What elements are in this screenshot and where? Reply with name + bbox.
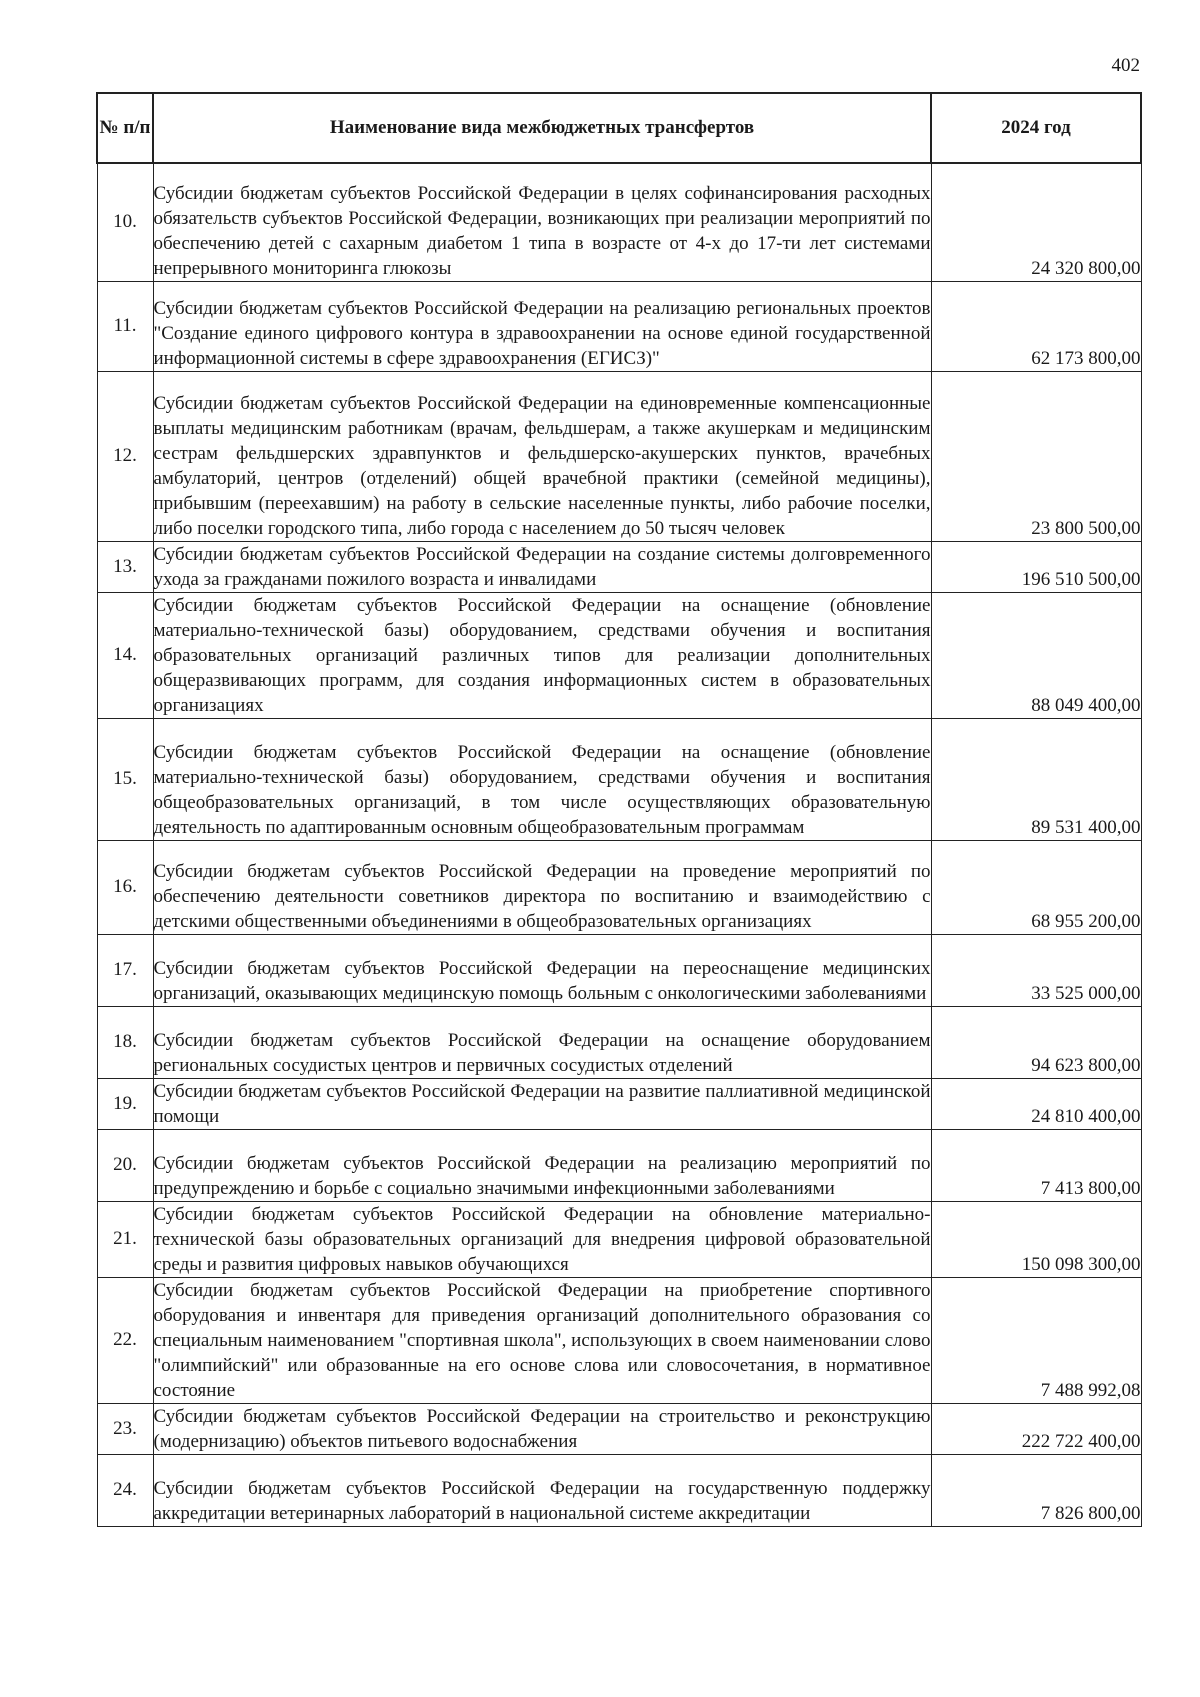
amount-2024: 7 826 800,00 — [931, 1454, 1141, 1526]
table-row — [97, 1078, 1141, 1129]
amount-2024: 62 173 800,00 — [931, 281, 1141, 371]
row-number: 15. — [97, 718, 153, 840]
amount-2024: 24 320 800,00 — [931, 163, 1141, 281]
table-row — [97, 371, 1141, 541]
transfer-name: Субсидии бюджетам субъектов Российской Федерации на создание системы долговременного ухода за гражданами пожилого возраста и инвалидами — [153, 541, 931, 592]
row-number: 11. — [97, 281, 153, 371]
amount-2024: 89 531 400,00 — [931, 718, 1141, 840]
row-number: 22. — [97, 1277, 153, 1403]
table-row — [97, 1277, 1141, 1403]
header-transfer-name: Наименование вида межбюджетных трансфертов — [153, 93, 931, 163]
amount-2024: 196 510 500,00 — [931, 541, 1141, 592]
transfer-name: Субсидии бюджетам субъектов Российской Федерации на реализацию региональных проектов "Создание единого цифрового контура в здравоохранении на основе единой государственной информационной системы в сфере здравоохранения (ЕГИСЗ)" — [153, 281, 931, 371]
transfer-name: Субсидии бюджетам субъектов Российской Федерации на оснащение оборудованием региональных сосудистых центров и первичных сосудистых отделений — [153, 1006, 931, 1078]
header-year-2024: 2024 год — [931, 93, 1141, 163]
amount-2024: 68 955 200,00 — [931, 840, 1141, 934]
row-number: 19. — [97, 1078, 153, 1129]
row-number: 23. — [97, 1403, 153, 1454]
page-number: 402 — [1111, 55, 1140, 76]
table-row — [97, 934, 1141, 1006]
transfer-name: Субсидии бюджетам субъектов Российской Федерации в целях софинансирования расходных обязательств субъектов Российской Федерации, возникающих при реализации мероприятий по обеспечению детей с сахарным диабетом 1 типа в возрасте от 4-х до 17-ти лет системами непрерывного мониторинга глюкозы — [153, 163, 931, 281]
transfer-name: Субсидии бюджетам субъектов Российской Федерации на оснащение (обновление материально-технической базы) оборудованием, средствами обучения и воспитания образовательных организаций различных типов для реализации дополнительных общеразвивающих программ, для создания информационных систем в образовательных организациях — [153, 592, 931, 718]
table-row — [97, 840, 1141, 934]
amount-2024: 222 722 400,00 — [931, 1403, 1141, 1454]
row-number: 18. — [97, 1006, 153, 1078]
header-number: № п/п — [97, 93, 153, 163]
amount-2024: 150 098 300,00 — [931, 1201, 1141, 1277]
transfer-name: Субсидии бюджетам субъектов Российской Федерации на реализацию мероприятий по предупреждению и борьбе с социально значимыми инфекционными заболеваниями — [153, 1129, 931, 1201]
transfers-table — [96, 92, 1142, 1527]
row-number: 12. — [97, 371, 153, 541]
row-number: 16. — [97, 840, 153, 934]
amount-2024: 88 049 400,00 — [931, 592, 1141, 718]
transfer-name: Субсидии бюджетам субъектов Российской Федерации на единовременные компенсационные выплаты медицинским работникам (врачам, фельдшерам, а также акушеркам и медицинским сестрам фельдшерских здравпунктов и фельдшерско-акушерских пунктов, врачебных амбулаторий, центров (отделений) общей врачебной практики (семейной медицины), прибывшим (переехавшим) на работу в сельские населенные пункты, либо рабочие поселки, либо поселки городского типа, либо города с населением до 50 тысяч человек — [153, 371, 931, 541]
table-row — [97, 1454, 1141, 1526]
table-row — [97, 1403, 1141, 1454]
table-row — [97, 281, 1141, 371]
amount-2024: 23 800 500,00 — [931, 371, 1141, 541]
transfer-name: Субсидии бюджетам субъектов Российской Федерации на развитие паллиативной медицинской помощи — [153, 1078, 931, 1129]
row-number: 21. — [97, 1201, 153, 1277]
amount-2024: 33 525 000,00 — [931, 934, 1141, 1006]
amount-2024: 94 623 800,00 — [931, 1006, 1141, 1078]
table-row — [97, 1201, 1141, 1277]
transfer-name: Субсидии бюджетам субъектов Российской Федерации на обновление материально-технической базы образовательных организаций для внедрения цифровой образовательной среды и развития цифровых навыков обучающихся — [153, 1201, 931, 1277]
table-row — [97, 1006, 1141, 1078]
row-number: 14. — [97, 592, 153, 718]
table-row — [97, 1129, 1141, 1201]
row-number: 24. — [97, 1454, 153, 1526]
transfer-name: Субсидии бюджетам субъектов Российской Федерации на переоснащение медицинских организаций, оказывающих медицинскую помощь больным с онкологическими заболеваниями — [153, 934, 931, 1006]
table-row — [97, 718, 1141, 840]
transfer-name: Субсидии бюджетам субъектов Российской Федерации на строительство и реконструкцию (модернизацию) объектов питьевого водоснабжения — [153, 1403, 931, 1454]
row-number: 17. — [97, 934, 153, 1006]
table-row — [97, 592, 1141, 718]
transfer-name: Субсидии бюджетам субъектов Российской Федерации на проведение мероприятий по обеспечению деятельности советников директора по воспитанию и взаимодействию с детскими общественными объединениями в общеобразовательных организациях — [153, 840, 931, 934]
transfer-name: Субсидии бюджетам субъектов Российской Федерации на государственную поддержку аккредитации ветеринарных лабораторий в национальной системе аккредитации — [153, 1454, 931, 1526]
transfer-name: Субсидии бюджетам субъектов Российской Федерации на приобретение спортивного оборудования и инвентаря для приведения организаций дополнительного образования со специальным наименованием "спортивная школа", использующих в своем наименовании слово "олимпийский" или образованные на его основе слова или словосочетания, в нормативное состояние — [153, 1277, 931, 1403]
amount-2024: 24 810 400,00 — [931, 1078, 1141, 1129]
row-number: 10. — [97, 163, 153, 281]
table-header-row — [97, 93, 1141, 163]
table-row — [97, 541, 1141, 592]
table-row — [97, 163, 1141, 281]
row-number: 20. — [97, 1129, 153, 1201]
row-number: 13. — [97, 541, 153, 592]
transfer-name: Субсидии бюджетам субъектов Российской Федерации на оснащение (обновление материально-технической базы) оборудованием, средствами обучения и воспитания общеобразовательных организаций, в том числе осуществляющих образовательную деятельность по адаптированным основным общеобразовательным программам — [153, 718, 931, 840]
amount-2024: 7 488 992,08 — [931, 1277, 1141, 1403]
amount-2024: 7 413 800,00 — [931, 1129, 1141, 1201]
